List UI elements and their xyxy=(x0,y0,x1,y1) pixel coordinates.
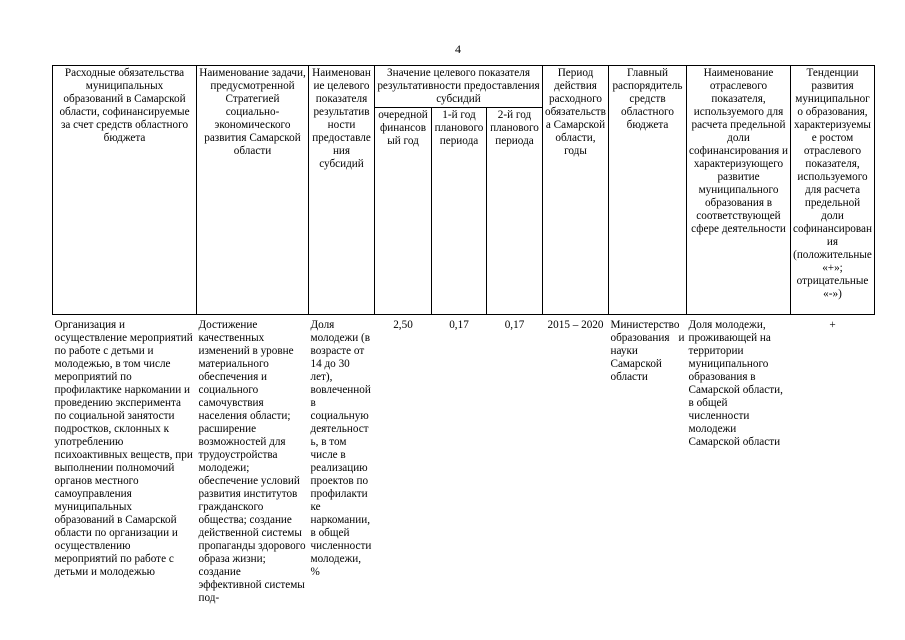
cell-administrator: Министерство образования и науки Самарской области xyxy=(610,319,685,383)
header-indicator: Наименование целевого показателя результативности предоставления субсидий xyxy=(309,66,375,315)
cell-plan-year-1: 0,17 xyxy=(449,319,469,331)
header-period: Период действия расходного обязательства Самарской области, годы xyxy=(543,66,609,315)
cell-trend: + xyxy=(829,319,836,331)
header-plan-year-2: 2-й год планового периода xyxy=(487,108,543,315)
header-target-values: Значение целевого показателя результативности предоставления субсидий xyxy=(375,66,543,108)
cell-next-fiscal-year: 2,50 xyxy=(393,319,413,331)
header-administrator: Главный распорядитель средств областного бюджета xyxy=(609,66,687,315)
header-trend: Тенденции развития муниципального образования, характеризуемые ростом отраслевого показателя, используемого для расчета предельной доли софинансирования (положительные «+»; отрицательные «-») xyxy=(791,66,875,315)
page-number: 4 xyxy=(455,42,461,56)
cell-period: 2015 – 2020 xyxy=(547,319,604,331)
cell-sector-indicator: Доля молодежи, проживающей на территории муниципального образования в Самарской области, в общей численности молодежи Самарской области xyxy=(688,319,783,448)
cell-plan-year-2: 0,17 xyxy=(504,319,525,331)
cell-indicator: Доля молодежи (в возрасте от 14 до 30 лет), вовлеченной в социальную деятельность, в том числе в реализацию проектов по профилактике наркомании, в общей численности молодежи, % xyxy=(310,319,372,578)
header-obligation: Расходные обязательства муниципальных образований в Самарской области, софинансируемые за счет средств областного бюджета xyxy=(53,66,197,315)
table-row xyxy=(53,315,875,607)
subsidy-table xyxy=(52,65,875,606)
cell-task: Достижение качественных изменений в уровне материального обеспечения и социального самочувствия населения области; расширение возможностей для трудоустройства молодежи; обеспечение условий развития институтов гражданского общества; создание действенной системы пропаганды здорового образа жизни; создание эффективной системы под- xyxy=(198,319,306,604)
cell-obligation: Организация и осуществление мероприятий по работе с детьми и молодежью, в том числе мероприятий по профилактике наркомании и проведению эксперимента по социальной занятости подростков, склонных к употреблению психоактивных веществ, при выполнении полномочий органов местного самоуправления муниципальных образований в Самарской области по организации и осуществлению мероприятий по работе с детьми и молодежью xyxy=(54,319,193,578)
header-sector-indicator: Наименование отраслевого показателя, используемого для расчета предельной доли софинансирования и характеризующего развитие муниципального образования в соответствующей сфере деятельности xyxy=(687,66,791,315)
header-plan-year-1: 1-й год планового периода xyxy=(432,108,487,315)
header-task: Наименование задачи, предусмотренной Стратегией социально-экономического развития Самарской области xyxy=(197,66,309,315)
header-next-fiscal-year: очередной финансовый год xyxy=(375,108,432,315)
